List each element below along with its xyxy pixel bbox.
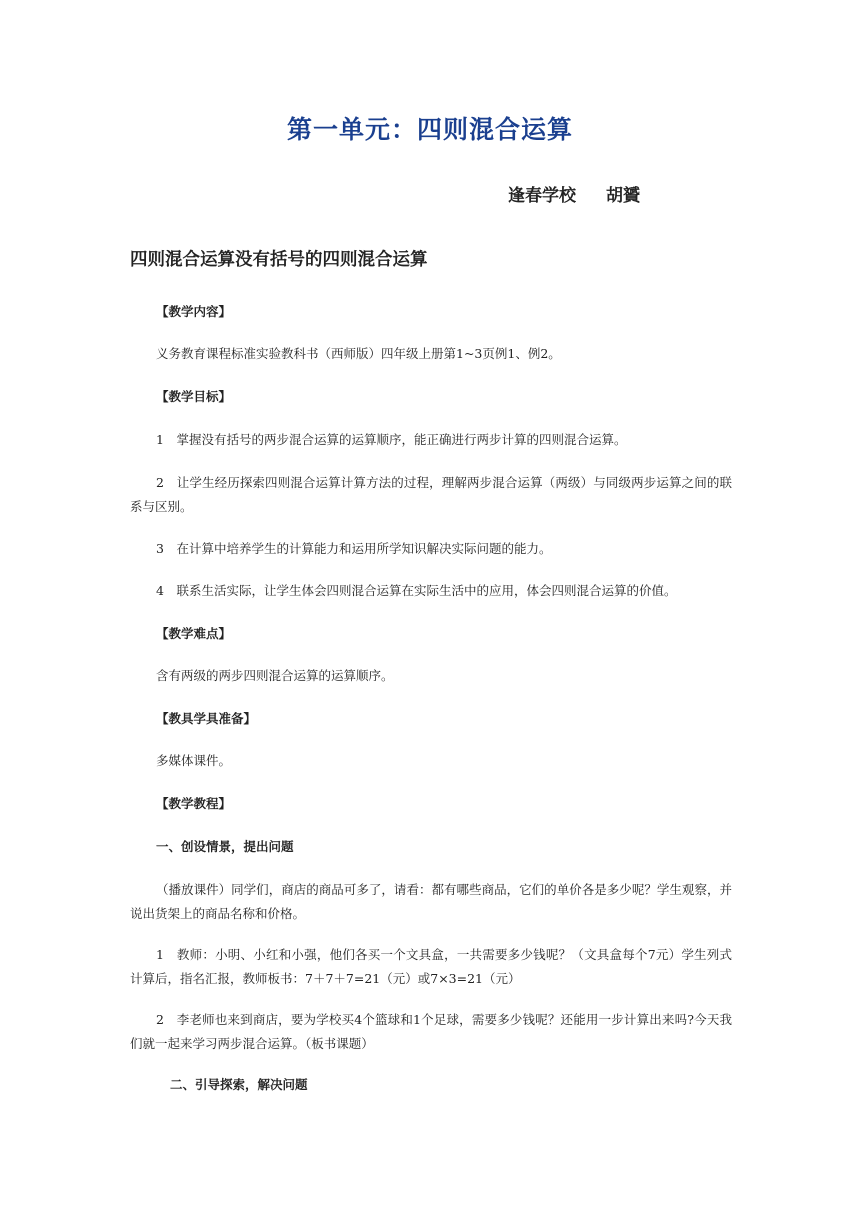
step-2-title: 二、引导探索，解决问题	[170, 1077, 308, 1092]
author-name: 胡贇	[606, 186, 640, 206]
step-1-title: 一、创设情景，提出问题	[156, 839, 294, 854]
paragraph-1: （播放课件）同学们，商店的商品可多了，请看：都有哪些商品，它们的单价各是多少呢？学生观察，并说出货架上的商品名称和价格。	[130, 882, 732, 921]
section-title: 四则混合运算没有括号的四则混合运算	[130, 250, 428, 270]
heading-content: 【教学内容】	[156, 304, 232, 319]
author-school: 逢春学校	[508, 186, 576, 206]
goal-2: 2 让学生经历探索四则混合运算计算方法的过程，理解两步混合运算（两级）与同级两步运算之间的联系与区别。	[130, 475, 732, 514]
author-line	[508, 181, 640, 206]
goal-4: 4 联系生活实际，让学生体会四则混合运算在实际生活中的应用，体会四则混合运算的价值。	[156, 583, 677, 598]
heading-difficulty: 【教学难点】	[156, 626, 232, 641]
paragraph-2: 1 教师：小明、小红和小强，他们各买一个文具盒，一共需要多少钱呢？（文具盒每个7元）学生列式计算后，指名汇报，教师板书：7＋7＋7=21（元）或7×3=21（元）	[130, 947, 732, 986]
goal-1: 1 掌握没有括号的两步混合运算的运算顺序，能正确进行两步计算的四则混合运算。	[156, 432, 627, 447]
difficulty-text: 含有两级的两步四则混合运算的运算顺序。	[156, 668, 394, 683]
tools-text: 多媒体课件。	[156, 753, 232, 768]
heading-tools: 【教具学具准备】	[156, 711, 257, 726]
goal-3: 3 在计算中培养学生的计算能力和运用所学知识解决实际问题的能力。	[156, 541, 552, 556]
doc-title: 第一单元：四则混合运算	[286, 115, 573, 144]
content-text: 义务教育课程标准实验教科书（西师版）四年级上册第1~3页例1、例2。	[156, 346, 561, 361]
heading-process: 【教学教程】	[156, 796, 232, 811]
paragraph-3: 2 李老师也来到商店，要为学校买4个篮球和1个足球，需要多少钱呢？还能用一步计算出来吗?今天我们就一起来学习两步混合运算。（板书课题）	[130, 1012, 732, 1051]
heading-goals: 【教学目标】	[156, 389, 232, 404]
